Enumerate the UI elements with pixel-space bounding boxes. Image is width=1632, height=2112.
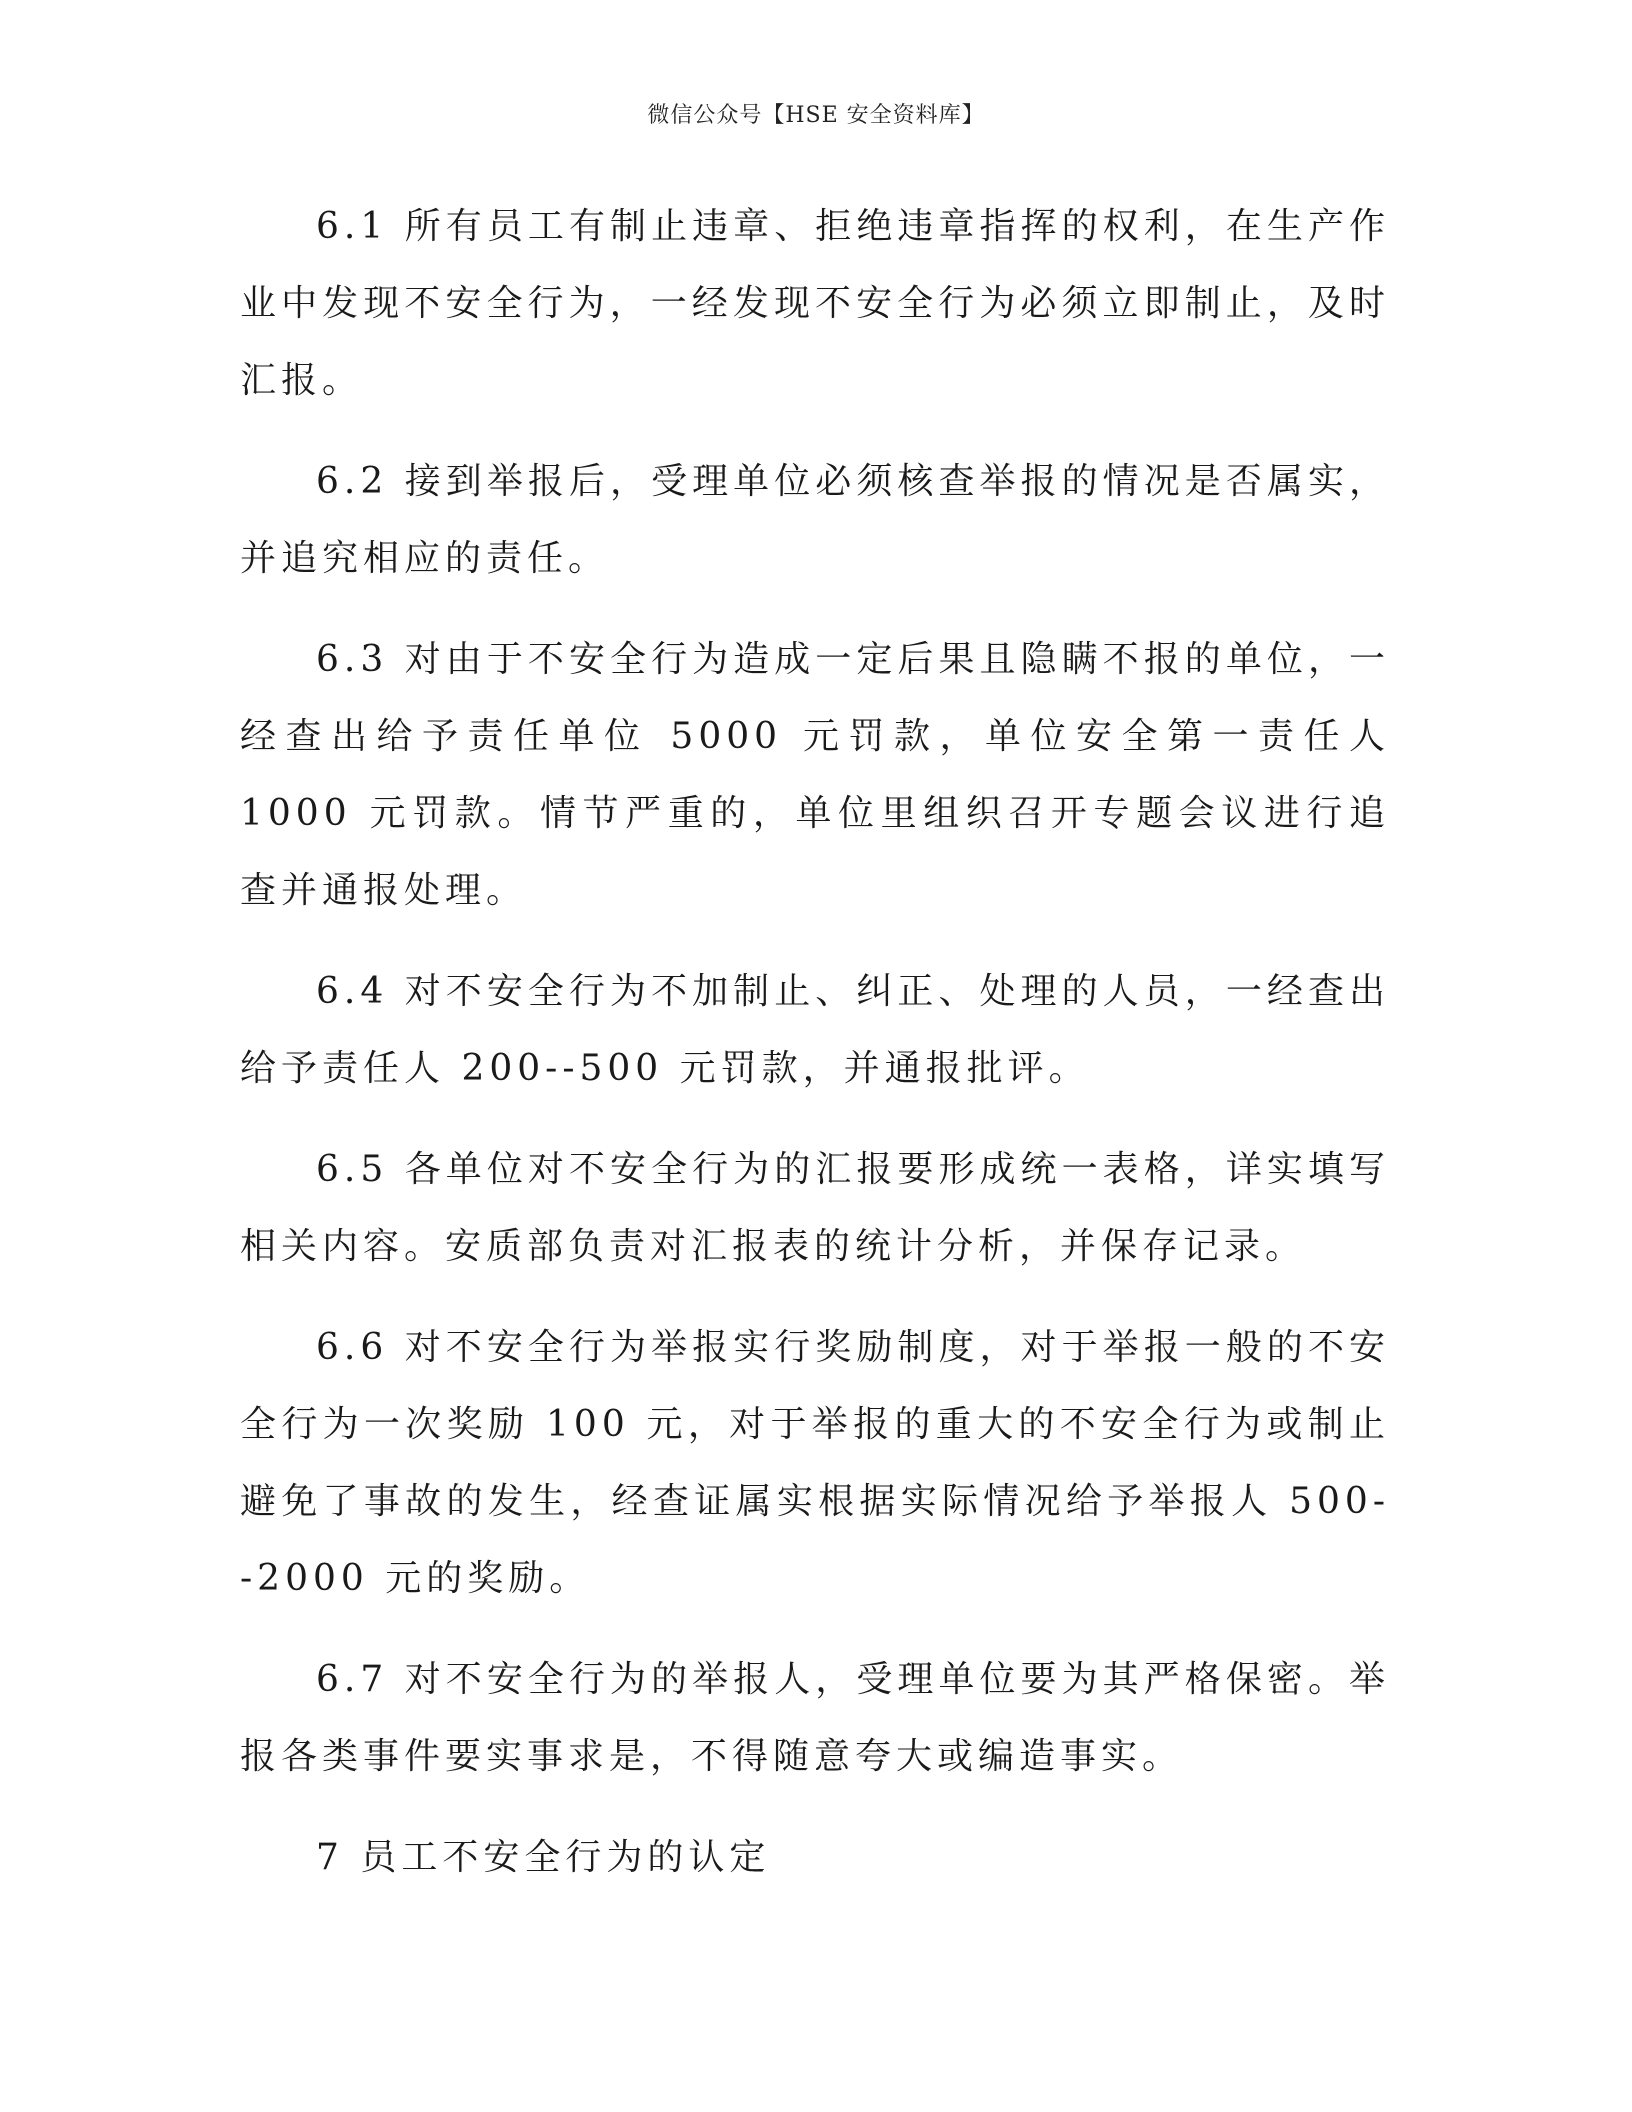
paragraph-6-3: 6.3 对由于不安全行为造成一定后果且隐瞒不报的单位，一经查出给予责任单位 5000 元罚款，单位安全第一责任人 1000 元罚款。情节严重的，单位里组织召开专题会议进行追查并通报处理。 <box>240 639 1390 911</box>
paragraph-6-5: 6.5 各单位对不安全行为的汇报要形成统一表格，详实填写相关内容。安质部负责对汇报表的统计分析，并保存记录。 <box>240 1149 1390 1267</box>
paragraph-6-7: 6.7 对不安全行为的举报人，受理单位要为其严格保密。举报各类事件要实事求是，不得随意夸大或编造事实。 <box>240 1659 1390 1777</box>
paragraph-6-4: 6.4 对不安全行为不加制止、纠正、处理的人员，一经查出给予责任人 200--500 元罚款，并通报批评。 <box>240 971 1390 1089</box>
page-header: 微信公众号【HSE 安全资料库】 <box>647 103 985 128</box>
paragraph-6-2: 6.2 接到举报后，受理单位必须核查举报的情况是否属实，并追究相应的责任。 <box>240 461 1390 579</box>
section-heading: 7 员工不安全行为的认定 <box>316 1837 771 1878</box>
document-body <box>240 188 1390 1896</box>
paragraph-6-1: 6.1 所有员工有制止违章、拒绝违章指挥的权利，在生产作业中发现不安全行为，一经发现不安全行为必须立即制止，及时汇报。 <box>240 206 1390 401</box>
paragraph-6-6: 6.6 对不安全行为举报实行奖励制度，对于举报一般的不安全行为一次奖励 100 元，对于举报的重大的不安全行为或制止避免了事故的发生，经查证属实根据实际情况给予举报人 500--2000 元的奖励。 <box>240 1327 1390 1599</box>
